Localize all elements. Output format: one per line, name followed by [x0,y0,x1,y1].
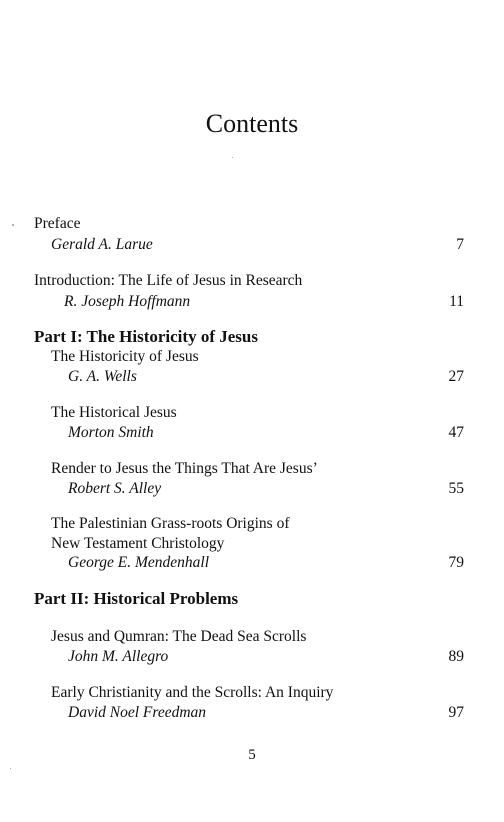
entry-author: David Noel Freedman [68,704,207,721]
entry-title: Render to Jesus the Things That Are Jesus’ [51,460,318,477]
entry-page-number: 89 [448,648,464,665]
entry-author: Robert S. Alley [68,480,162,497]
entry-title-line: New Testament Christology [51,535,225,552]
scan-speck [12,224,14,226]
entry-author: George E. Mendenhall [68,554,210,571]
entry-page-number: 47 [448,424,464,441]
entry-title: The Historical Jesus [51,404,177,421]
part-heading: Part II: Historical Problems [34,589,239,608]
entry-page-number: 55 [448,480,464,497]
scan-speck [10,768,11,769]
page-number: 5 [248,747,256,763]
entry-title: Preface [34,215,81,232]
entry-title: Early Christianity and the Scrolls: An Inquiry [51,684,334,701]
entry-page-number: 27 [448,368,464,385]
entry-author: G. A. Wells [68,368,137,385]
entry-title: Jesus and Qumran: The Dead Sea Scrolls [51,628,307,645]
entry-author: John M. Allegro [68,648,169,665]
scan-speck [232,157,233,158]
entry-page-number: 11 [449,293,464,310]
entry-author: R. Joseph Hoffmann [64,293,191,310]
entry-title-line: The Palestinian Grass-roots Origins of [51,515,290,532]
entry-author: Morton Smith [68,424,154,441]
entry-page-number: 79 [448,554,464,571]
entry-title: The Historicity of Jesus [51,348,199,365]
entry-title: Introduction: The Life of Jesus in Research [34,272,303,289]
part-heading: Part I: The Historicity of Jesus [34,327,258,346]
entry-page-number: 7 [456,236,464,253]
entry-author: Gerald A. Larue [51,236,153,253]
entry-page-number: 97 [448,704,464,721]
page-title: Contents [205,109,299,138]
